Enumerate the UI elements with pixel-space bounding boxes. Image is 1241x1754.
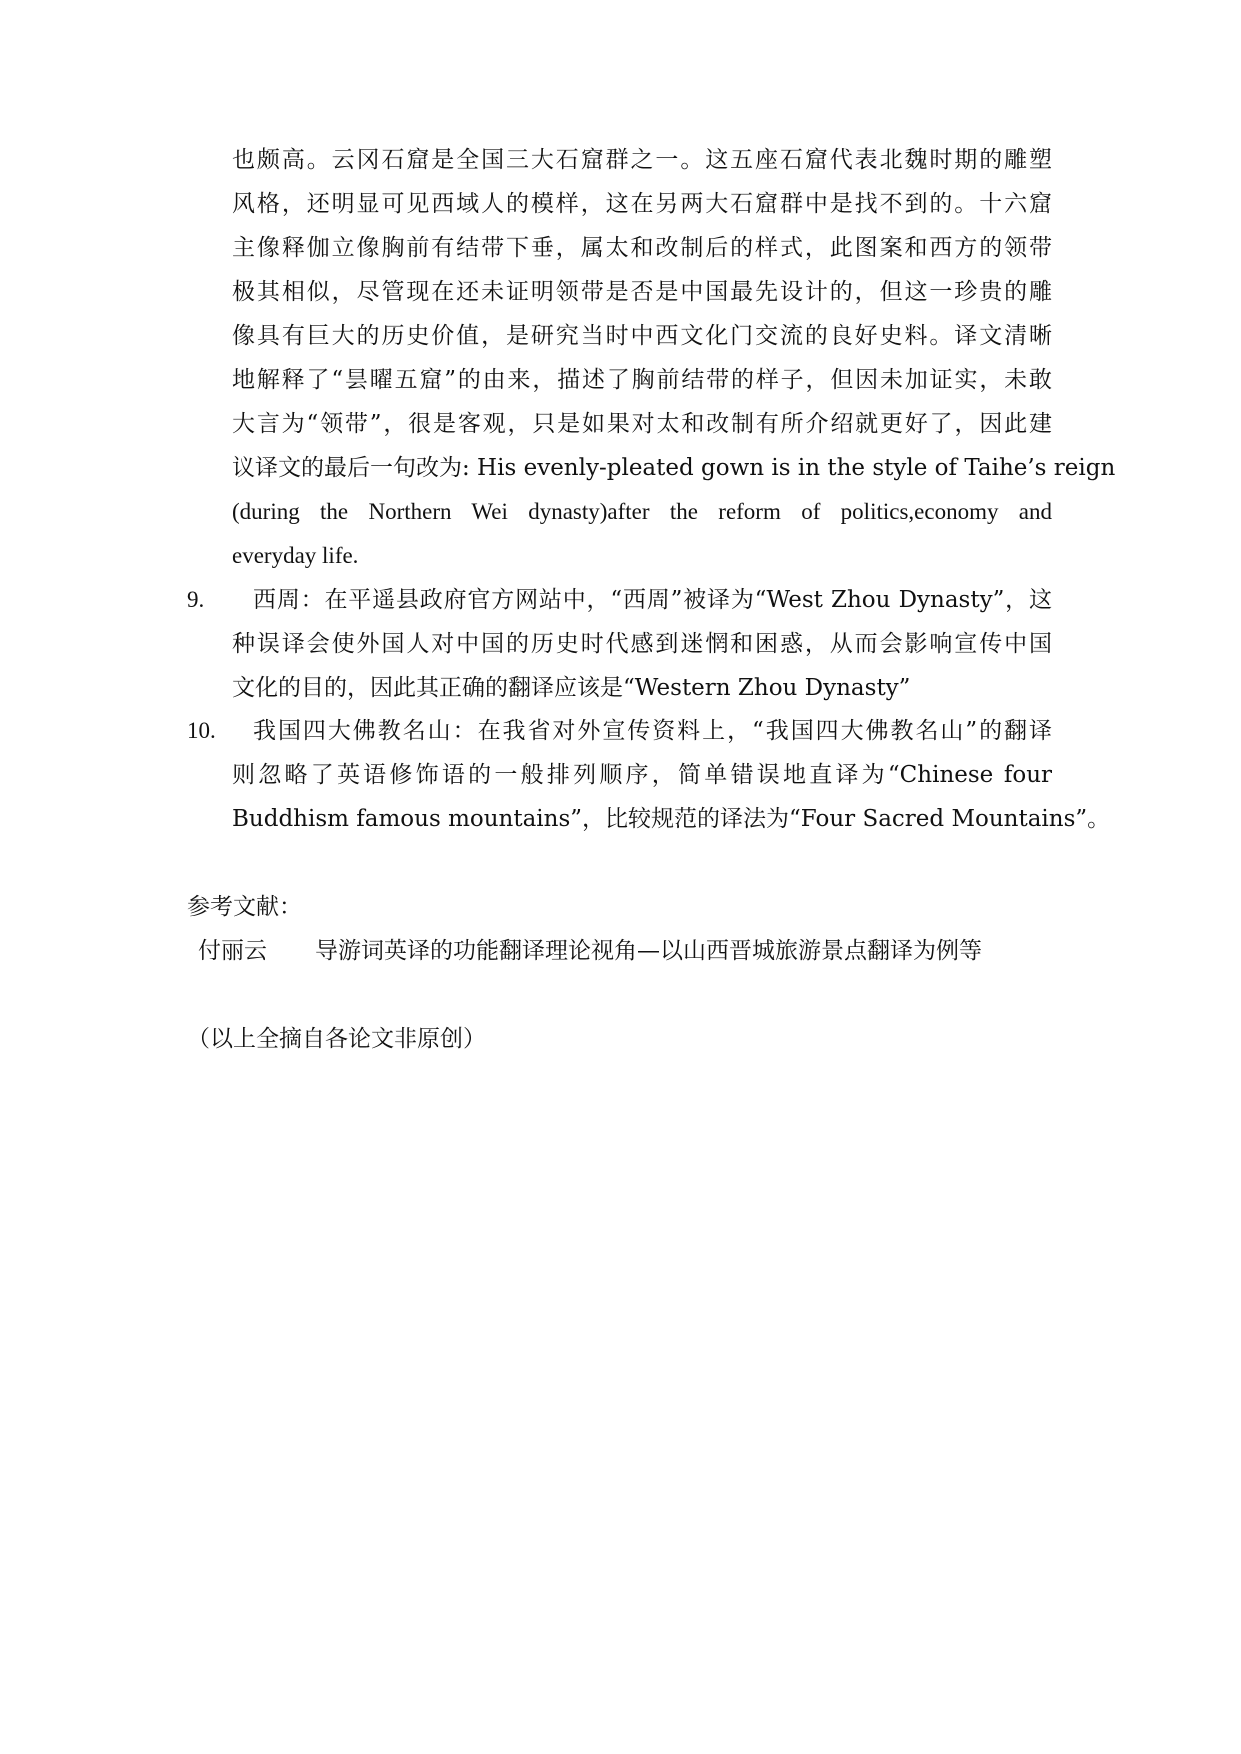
references-heading: 参考文献： [187, 894, 302, 920]
list-item-line: 则忽略了英语修饰语的一般排列顺序，简单错误地直译为“Chinese four [232, 762, 1052, 788]
list-item-line: 西周：在平遥县政府官方网站中，“西周”被译为“West Zhou Dynasty”，这 [253, 587, 1052, 613]
paragraph-line: 主像释伽立像胸前有结带下垂，属太和改制后的样式，此图案和西方的领带 [232, 235, 1052, 261]
paragraph-line: 极其相似，尽管现在还未证明领带是否是中国最先设计的，但这一珍贵的雕 [232, 279, 1052, 305]
paragraph-line: 议译文的最后一句改为: His evenly-pleated gown is in the style of Taihe’s reign [232, 455, 1116, 481]
reference-title: 导游词英译的功能翻译理论视角—以山西晋城旅游景点翻译为例等 [315, 938, 982, 964]
disclaimer-note: （以上全摘自各论文非原创） [187, 1026, 486, 1052]
paragraph-line: 地解释了“昙曜五窟”的由来，描述了胸前结带的样子，但因未加证实，未敢 [232, 367, 1052, 393]
list-item-line: Buddhism famous mountains”，比较规范的译法为“Four Sacred Mountains”。 [232, 806, 1111, 832]
paragraph-line: 风格，还明显可见西域人的模样，这在另两大石窟群中是找不到的。十六窟 [232, 191, 1052, 217]
reference-author: 付丽云 [198, 938, 267, 964]
paragraph-line: 也颇高。云冈石窟是全国三大石窟群之一。这五座石窟代表北魏时期的雕塑 [232, 147, 1052, 173]
paragraph-line: 像具有巨大的历史价值，是研究当时中西文化门交流的良好史料。译文清晰 [232, 323, 1052, 349]
list-item-number: 9. [187, 587, 205, 612]
list-item-line: 文化的目的，因此其正确的翻译应该是“Western Zhou Dynasty” [232, 675, 911, 701]
paragraph-line: 大言为“领带”，很是客观，只是如果对太和改制有所介绍就更好了，因此建 [232, 411, 1052, 437]
paragraph-line: (during the Northern Wei dynasty)after the reform of politics,economy and [232, 499, 1052, 524]
list-item-line: 我国四大佛教名山：在我省对外宣传资料上，“我国四大佛教名山”的翻译 [253, 718, 1052, 744]
list-item-line: 种误译会使外国人对中国的历史时代感到迷惘和困惑，从而会影响宣传中国 [232, 631, 1052, 657]
paragraph-line: everyday life. [232, 543, 359, 568]
list-item-number: 10. [187, 718, 216, 743]
